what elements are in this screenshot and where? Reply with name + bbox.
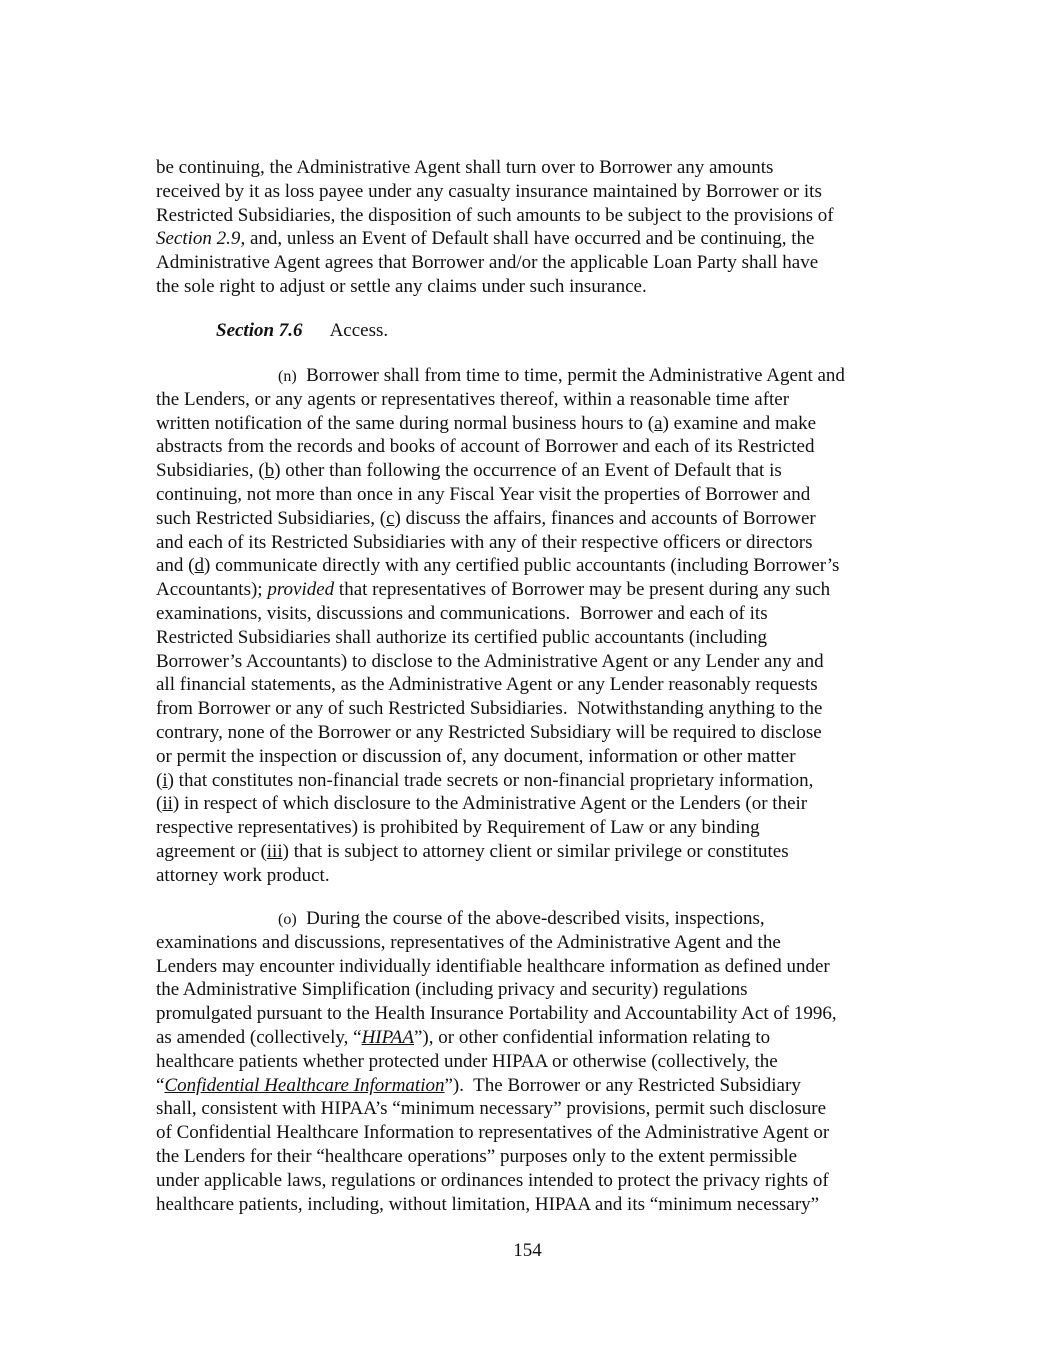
text-line: the Lenders for their “healthcare operations” purposes only to the extent permissible	[156, 1145, 798, 1167]
defined-term: Confidential Healthcare Information	[164, 1074, 445, 1096]
text-line: be continuing, the Administrative Agent shall turn over to Borrower any amounts	[156, 157, 774, 178]
text-line: from Borrower or any of such Restricted Subsidiaries. Notwithstanding anything to the	[156, 698, 823, 720]
text-line: Restricted Subsidiaries shall authorize its certified public accountants (including	[156, 626, 767, 648]
enumeration-label: (o)	[278, 911, 297, 928]
text-line: written notification of the same during normal business hours to (a) examine and make	[156, 412, 817, 434]
page-number: 154	[513, 1240, 542, 1261]
text-line: as amended (collectively, “HIPAA”), or other confidential information relating to	[156, 1026, 771, 1048]
text-line: continuing, not more than once in any Fiscal Year visit the properties of Borrower and	[156, 483, 811, 505]
text-line: abstracts from the records and books of account of Borrower and each of its Restricted	[156, 436, 815, 458]
text-line: attorney work product.	[156, 864, 330, 886]
text-line: (n) Borrower shall from time to time, permit the Administrative Agent and	[278, 365, 845, 386]
paragraph-o	[156, 907, 906, 1216]
text-line: examinations, visits, discussions and communications. Borrower and each of its	[156, 602, 768, 624]
text-line: received by it as loss payee under any casualty insurance maintained by Borrower or its	[156, 180, 822, 202]
text-line: promulgated pursuant to the Health Insurance Portability and Accountability Act of 1996,	[156, 1003, 837, 1025]
text-line: examinations and discussions, representatives of the Administrative Agent and the	[156, 931, 781, 953]
defined-term: HIPAA	[361, 1026, 414, 1048]
text-line: the Administrative Simplification (including privacy and security) regulations	[156, 979, 748, 1001]
text-line: and (d) communicate directly with any certified public accountants (including Borrower’s	[156, 555, 840, 577]
paragraph-continuation	[156, 156, 906, 299]
text-line: “Confidential Healthcare Information”). The Borrower or any Restricted Subsidiary	[156, 1074, 801, 1096]
text-line: Lenders may encounter individually identifiable healthcare information as defined under	[156, 955, 830, 977]
text-line: the Lenders, or any agents or representatives thereof, within a reasonable time after	[156, 388, 790, 410]
text-line: respective representatives) is prohibited by Requirement of Law or any binding	[156, 817, 760, 839]
text-line: or permit the inspection or discussion of, any document, information or other matter	[156, 745, 796, 767]
enumeration-label: (n)	[278, 368, 297, 385]
text-line: Restricted Subsidiaries, the disposition of such amounts to be subject to the provisions of	[156, 204, 834, 226]
text-line: the sole right to adjust or settle any claims under such insurance.	[156, 275, 647, 297]
text-line: all financial statements, as the Administrative Agent or any Lender reasonably requests	[156, 674, 818, 696]
text-line: and each of its Restricted Subsidiaries with any of their respective officers or directors	[156, 531, 813, 553]
text-line: shall, consistent with HIPAA’s “minimum necessary” provisions, permit such disclosure	[156, 1098, 827, 1120]
text-line: of Confidential Healthcare Information to representatives of the Administrative Agent or	[156, 1122, 830, 1144]
text-line: Administrative Agent agrees that Borrower and/or the applicable Loan Party shall have	[156, 252, 819, 274]
text-line: Accountants); provided that representatives of Borrower may be present during any such	[156, 579, 831, 601]
text-line: Subsidiaries, (b) other than following the occurrence of an Event of Default that is	[156, 460, 782, 482]
text-line: Section 2.9, and, unless an Event of Default shall have occurred and be continuing, the	[156, 228, 815, 250]
paragraph-n	[156, 364, 906, 888]
text-line: Borrower’s Accountants) to disclose to the Administrative Agent or any Lender any and	[156, 650, 824, 672]
text-line: contrary, none of the Borrower or any Restricted Subsidiary will be required to disclose	[156, 721, 822, 743]
text-line: healthcare patients whether protected under HIPAA or otherwise (collectively, the	[156, 1050, 778, 1072]
text-line: (ii) in respect of which disclosure to the Administrative Agent or the Lenders (or their	[156, 793, 808, 815]
section-heading	[216, 319, 388, 343]
section-reference: Section 2.9	[156, 228, 241, 250]
text-line: under applicable laws, regulations or ordinances intended to protect the privacy rights of	[156, 1169, 829, 1191]
text-line: (i) that constitutes non-financial trade secrets or non-financial proprietary information,	[156, 769, 814, 791]
section-title: Access.	[329, 320, 389, 341]
text-line: such Restricted Subsidiaries, (c) discuss the affairs, finances and accounts of Borrower	[156, 507, 816, 529]
text-line: healthcare patients, including, without limitation, HIPAA and its “minimum necessary”	[156, 1193, 820, 1215]
text-line: (o) During the course of the above-described visits, inspections,	[278, 908, 765, 929]
text-line: agreement or (iii) that is subject to attorney client or similar privilege or constitutes	[156, 840, 789, 862]
section-number: Section 7.6	[216, 320, 303, 341]
